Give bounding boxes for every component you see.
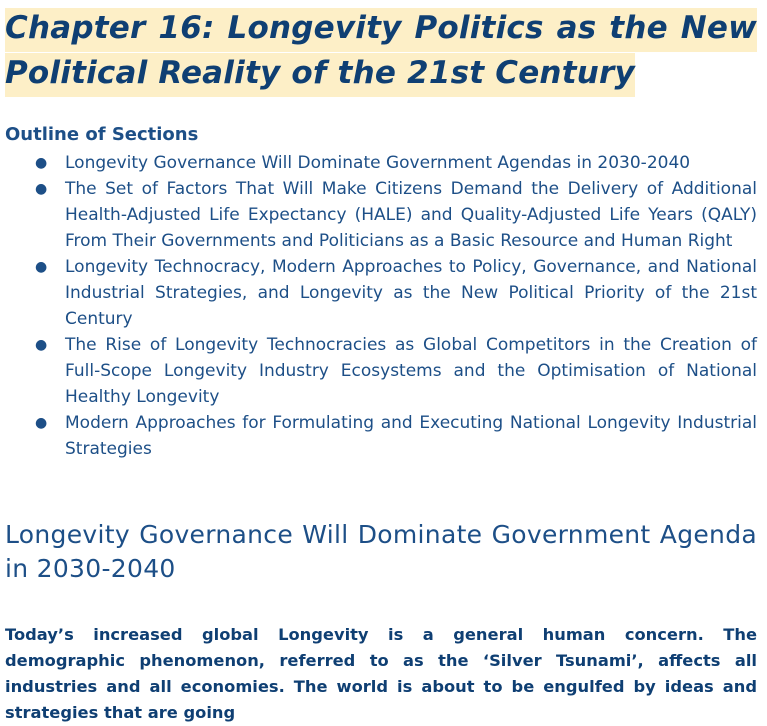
bullet-icon: ● bbox=[35, 415, 48, 431]
outline-item-label: The Rise of Longevity Technocracies as Global Competitors in the Creation of Full-Scope Longevity Industry Ecosystems and the Optimisation of National Healthy Longevity bbox=[65, 335, 757, 407]
bullet-icon: ● bbox=[35, 337, 48, 353]
outline-item-label: Longevity Technocracy, Modern Approaches to Policy, Governance, and National Industrial Strategies, and Longevity as the New Political Priority of the 21st Century bbox=[65, 257, 757, 329]
section-heading: Longevity Governance Will Dominate Government Agenda in 2030-2040 bbox=[5, 520, 757, 583]
outline-item bbox=[5, 254, 757, 332]
document-page bbox=[5, 0, 757, 722]
bullet-icon: ● bbox=[35, 181, 48, 197]
outline-list bbox=[5, 150, 757, 462]
outline-item bbox=[5, 332, 757, 410]
chapter-title bbox=[5, 0, 757, 96]
outline-item bbox=[5, 410, 757, 462]
outline-item-label: Modern Approaches for Formulating and Executing National Longevity Industrial Strategies bbox=[65, 413, 757, 459]
bullet-icon: ● bbox=[35, 155, 48, 171]
outline-item bbox=[5, 176, 757, 254]
outline-item bbox=[5, 150, 757, 176]
bullet-icon: ● bbox=[35, 259, 48, 275]
outline-item-label: Longevity Governance Will Dominate Government Agendas in 2030-2040 bbox=[65, 153, 691, 173]
outline-heading: Outline of Sections bbox=[5, 124, 199, 145]
chapter-title-text: Chapter 16: Longevity Politics as the New Political Reality of the 21st Century bbox=[5, 8, 757, 97]
body-paragraph: Today’s increased global Longevity is a general human concern. The demographic phenomenon, referred to as the ‘Silver Tsunami’, affects all industries and all economies. The world is about to be engulfed by ideas and strategies that are going bbox=[5, 625, 757, 722]
outline-item-label: The Set of Factors That Will Make Citizens Demand the Delivery of Additional Health-Adjusted Life Expectancy (HALE) and Quality-Adjusted Life Years (QALY) From Their Governments and Politicians as a Basic Resource and Human Right bbox=[65, 179, 757, 251]
